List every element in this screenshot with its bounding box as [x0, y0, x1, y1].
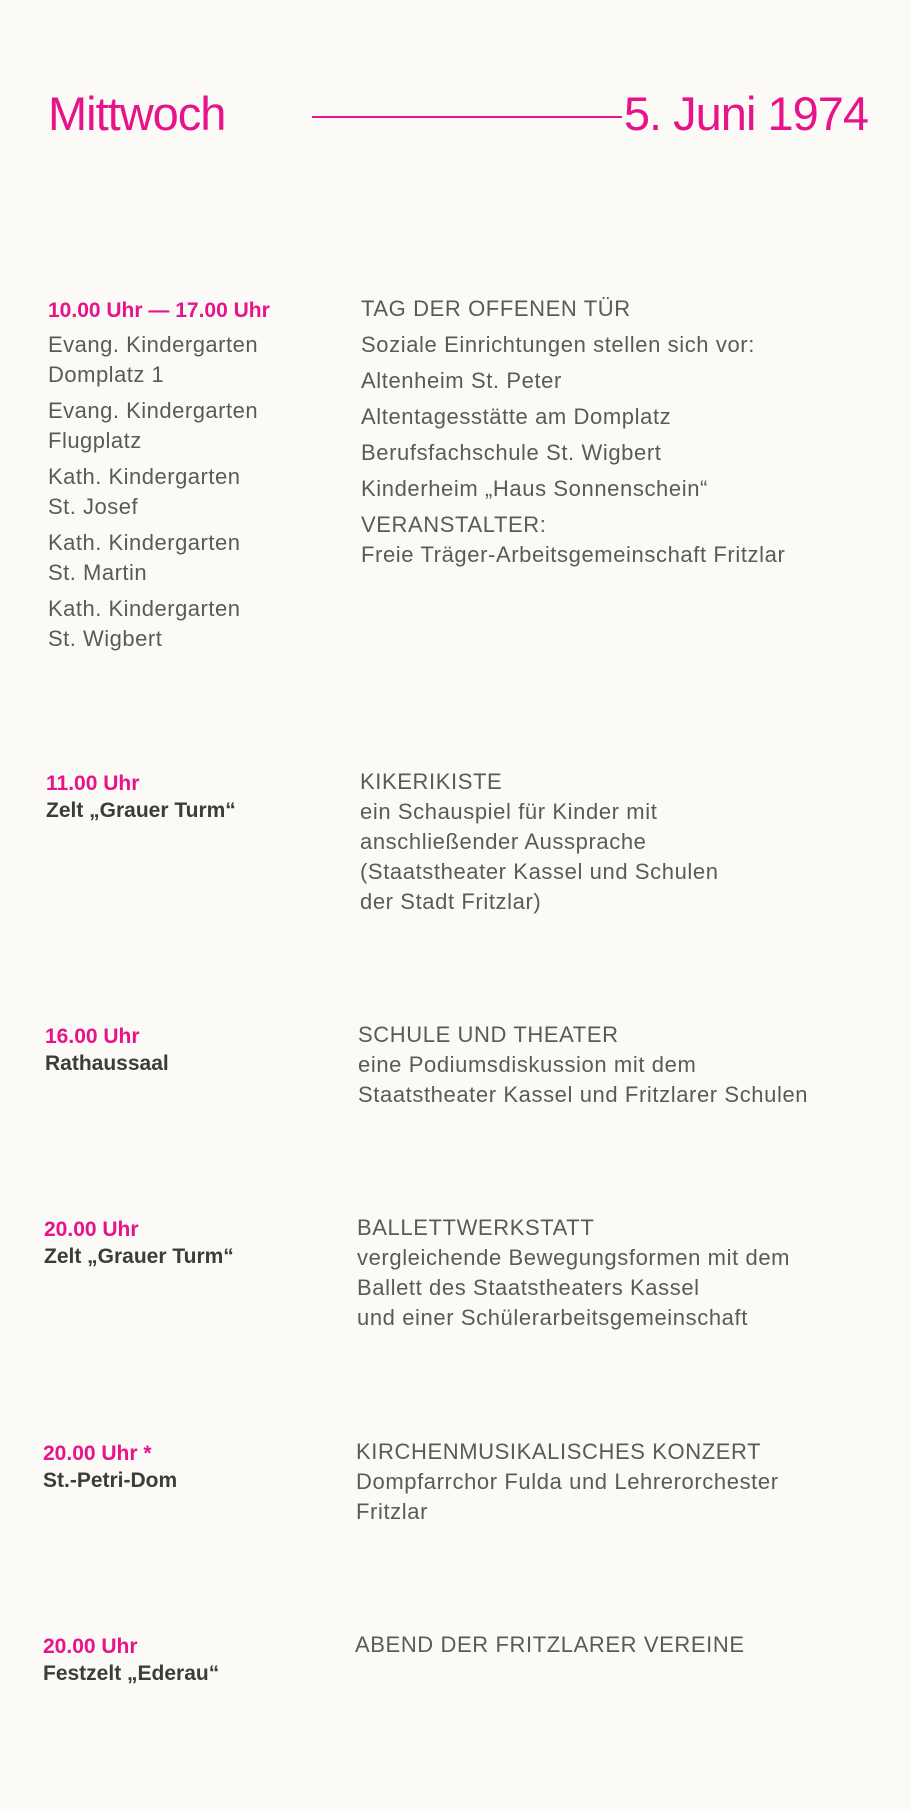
event-time: 20.00 Uhr — [44, 1218, 139, 1241]
event-description-line: und einer Schülerarbeitsgemeinschaft — [357, 1305, 748, 1330]
event-time: 20.00 Uhr * — [43, 1442, 152, 1465]
event-right-column — [361, 294, 911, 576]
event-description-line: Fritzlar — [356, 1499, 429, 1524]
event-description-line: Berufsfachschule St. Wigbert — [361, 440, 662, 465]
event-place: St.-Petri-Dom — [43, 1469, 178, 1492]
event-description-line: Altenheim St. Peter — [361, 368, 562, 393]
event-description-line: Altentagesstätte am Domplatz — [361, 404, 672, 429]
event-right-column — [356, 1437, 911, 1527]
event-place: Rathaussaal — [45, 1052, 169, 1075]
event-description-line: (Staatstheater Kassel und Schulen — [360, 859, 719, 884]
event-title: TAG DER OFFENEN TÜR — [361, 296, 631, 321]
day-title: Mittwoch — [48, 87, 226, 140]
event-description-line: der Stadt Fritzlar) — [360, 889, 542, 914]
event-time: 16.00 Uhr — [45, 1025, 140, 1048]
event-right-column — [358, 1020, 911, 1110]
event-right-column — [360, 767, 911, 917]
event-description-line: VERANSTALTER: Freie Träger-Arbeitsgemeinschaft Fritzlar — [361, 512, 786, 567]
event-location: Kath. Kindergarten St. Wigbert — [48, 596, 241, 651]
event-description-line: vergleichende Bewegungsformen mit dem — [357, 1245, 791, 1270]
event-right-column — [355, 1630, 911, 1660]
event-description-line: ein Schauspiel für Kinder mit — [360, 799, 658, 824]
event-title: BALLETTWERKSTATT — [357, 1215, 595, 1240]
event-description-line: Staatstheater Kassel und Fritzlarer Schulen — [358, 1082, 809, 1107]
event-place: Zelt „Grauer Turm“ — [46, 799, 236, 822]
event-location: Kath. Kindergarten St. Josef — [48, 464, 241, 519]
event-description-line: eine Podiumsdiskussion mit dem — [358, 1052, 697, 1077]
event-left-column — [43, 1634, 333, 1688]
event-left-column — [44, 1217, 334, 1271]
event-time: 11.00 Uhr — [46, 772, 140, 795]
event-place: Festzelt „Ederau“ — [43, 1662, 220, 1685]
event-title: KIKERIKISTE — [360, 769, 503, 794]
event-left-column — [43, 1441, 333, 1495]
event-left-column — [48, 298, 338, 654]
event-description-line: Kinderheim „Haus Sonnenschein“ — [361, 476, 708, 501]
event-location: Evang. Kindergarten Flugplatz — [48, 398, 259, 453]
event-title: ABEND DER FRITZLARER VEREINE — [355, 1632, 745, 1657]
page-header — [48, 86, 868, 146]
event-description-line: Soziale Einrichtungen stellen sich vor: — [361, 332, 755, 357]
event-description-line: anschließender Aussprache — [360, 829, 647, 854]
event-left-column — [45, 1024, 335, 1078]
event-location: Kath. Kindergarten St. Martin — [48, 530, 241, 585]
event-title: SCHULE UND THEATER — [358, 1022, 619, 1047]
event-place: Zelt „Grauer Turm“ — [44, 1245, 234, 1268]
event-time: 20.00 Uhr — [43, 1635, 138, 1658]
date-title: 5. Juni 1974 — [623, 87, 868, 140]
event-left-column — [46, 771, 336, 825]
event-title: KIRCHENMUSIKALISCHES KONZERT — [356, 1439, 762, 1464]
event-right-column — [357, 1213, 911, 1333]
event-description-line: Ballett des Staatstheaters Kassel — [357, 1275, 700, 1300]
event-description-line: Dompfarrchor Fulda und Lehrerorchester — [356, 1469, 779, 1494]
event-location: Evang. Kindergarten Domplatz 1 — [48, 332, 259, 387]
event-time: 10.00 Uhr — 17.00 Uhr — [48, 299, 270, 322]
header-rule — [312, 116, 622, 118]
